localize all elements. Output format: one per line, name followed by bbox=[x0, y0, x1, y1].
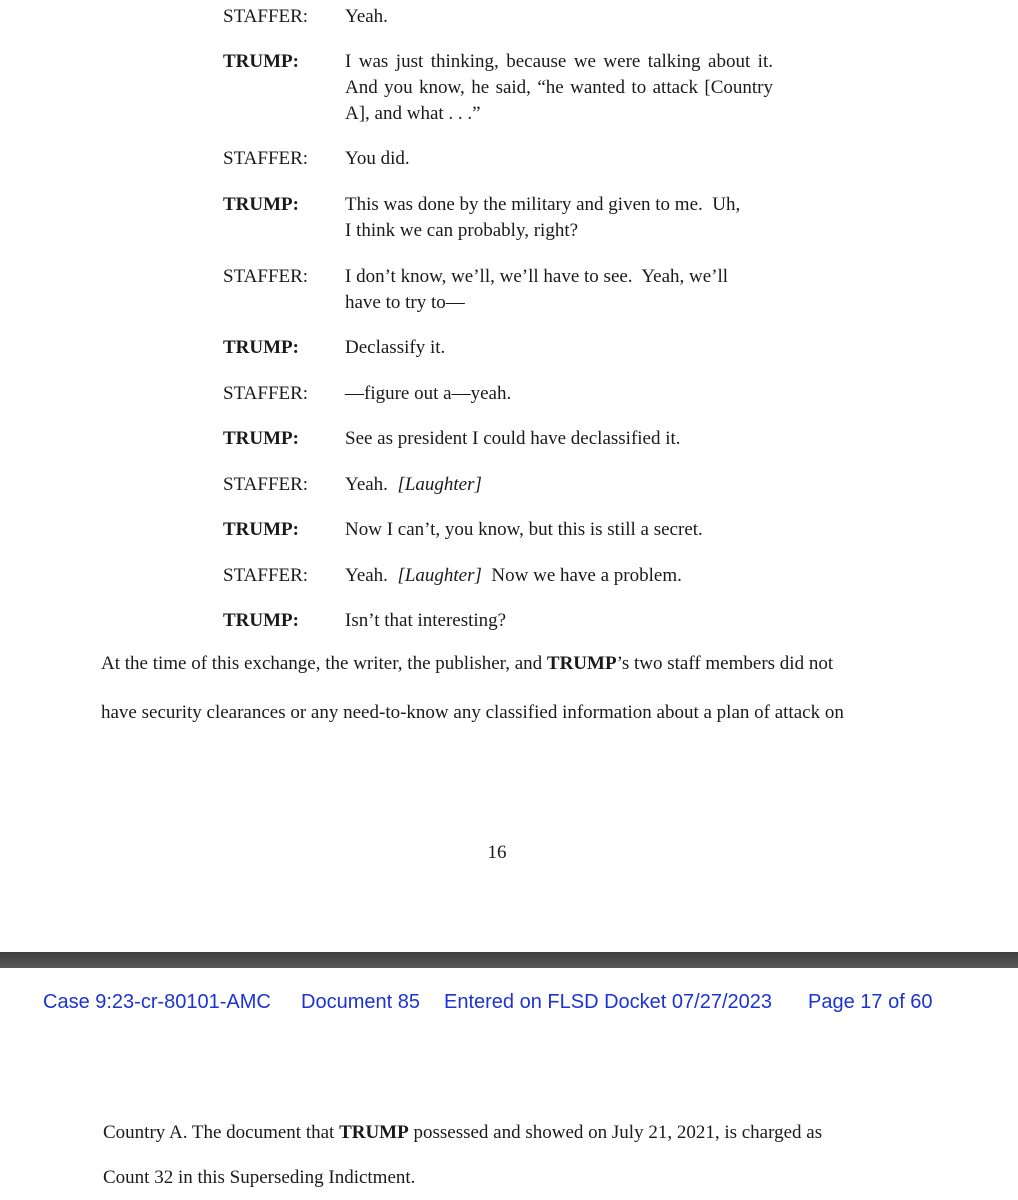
speech-text: I was just thinking, because we were talking about it. And you know, he said, “he wanted to attack [Country A], and what . . .” bbox=[345, 51, 773, 124]
body-paragraph-line: have security clearances or any need-to-know any classified information about a plan of attack on bbox=[101, 702, 844, 723]
speaker-label: STAFFER: bbox=[223, 148, 309, 169]
speech-text: Declassify it. bbox=[345, 337, 446, 358]
speech-text: Yeah. bbox=[345, 6, 388, 27]
speech-text: You did. bbox=[345, 148, 410, 169]
speech-text: —figure out a—yeah. bbox=[345, 383, 512, 404]
page-count: Page 17 of 60 bbox=[808, 991, 933, 1013]
stage-direction: [Laughter] bbox=[397, 474, 482, 495]
speaker-label: TRUMP: bbox=[223, 610, 299, 631]
speech-text: I don’t know, we’ll, we’ll have to see. Yeah, we’ll have to try to— bbox=[345, 266, 729, 313]
speech-text: Now I can’t, you know, but this is still a secret. bbox=[345, 519, 703, 540]
page-number: 16 bbox=[487, 842, 507, 863]
docket-entry-date: Entered on FLSD Docket 07/27/2023 bbox=[444, 991, 772, 1013]
body-paragraph-line: Count 32 in this Superseding Indictment. bbox=[103, 1167, 416, 1188]
speech-text: Yeah. [Laughter] bbox=[345, 474, 482, 495]
speech-text: Isn’t that interesting? bbox=[345, 610, 507, 631]
speaker-label: TRUMP: bbox=[223, 428, 299, 449]
stage-direction: [Laughter] bbox=[397, 565, 482, 586]
speaker-label: TRUMP: bbox=[223, 337, 299, 358]
speaker-label: TRUMP: bbox=[223, 194, 299, 215]
speaker-label: STAFFER: bbox=[223, 6, 309, 27]
speech-text: This was done by the military and given to me. Uh, I think we can probably, right? bbox=[345, 194, 741, 241]
page-separator bbox=[0, 952, 1018, 968]
case-number: Case 9:23-cr-80101-AMC bbox=[43, 991, 271, 1013]
body-paragraph-line: Country A. The document that TRUMP possessed and showed on July 21, 2021, is charged as bbox=[103, 1122, 823, 1143]
case-header bbox=[0, 991, 1018, 1017]
speech-text: Yeah. [Laughter] Now we have a problem. bbox=[345, 565, 682, 586]
speaker-label: TRUMP: bbox=[223, 519, 299, 540]
body-paragraph-line: At the time of this exchange, the writer, the publisher, and TRUMP’s two staff members did not bbox=[101, 653, 834, 674]
document-number: Document 85 bbox=[301, 991, 420, 1013]
speaker-label: STAFFER: bbox=[223, 474, 309, 495]
speaker-label: STAFFER: bbox=[223, 383, 309, 404]
speaker-label: STAFFER: bbox=[223, 266, 309, 287]
speaker-label: TRUMP: bbox=[223, 51, 299, 72]
speech-text: See as president I could have declassified it. bbox=[345, 428, 681, 449]
speaker-label: STAFFER: bbox=[223, 565, 309, 586]
